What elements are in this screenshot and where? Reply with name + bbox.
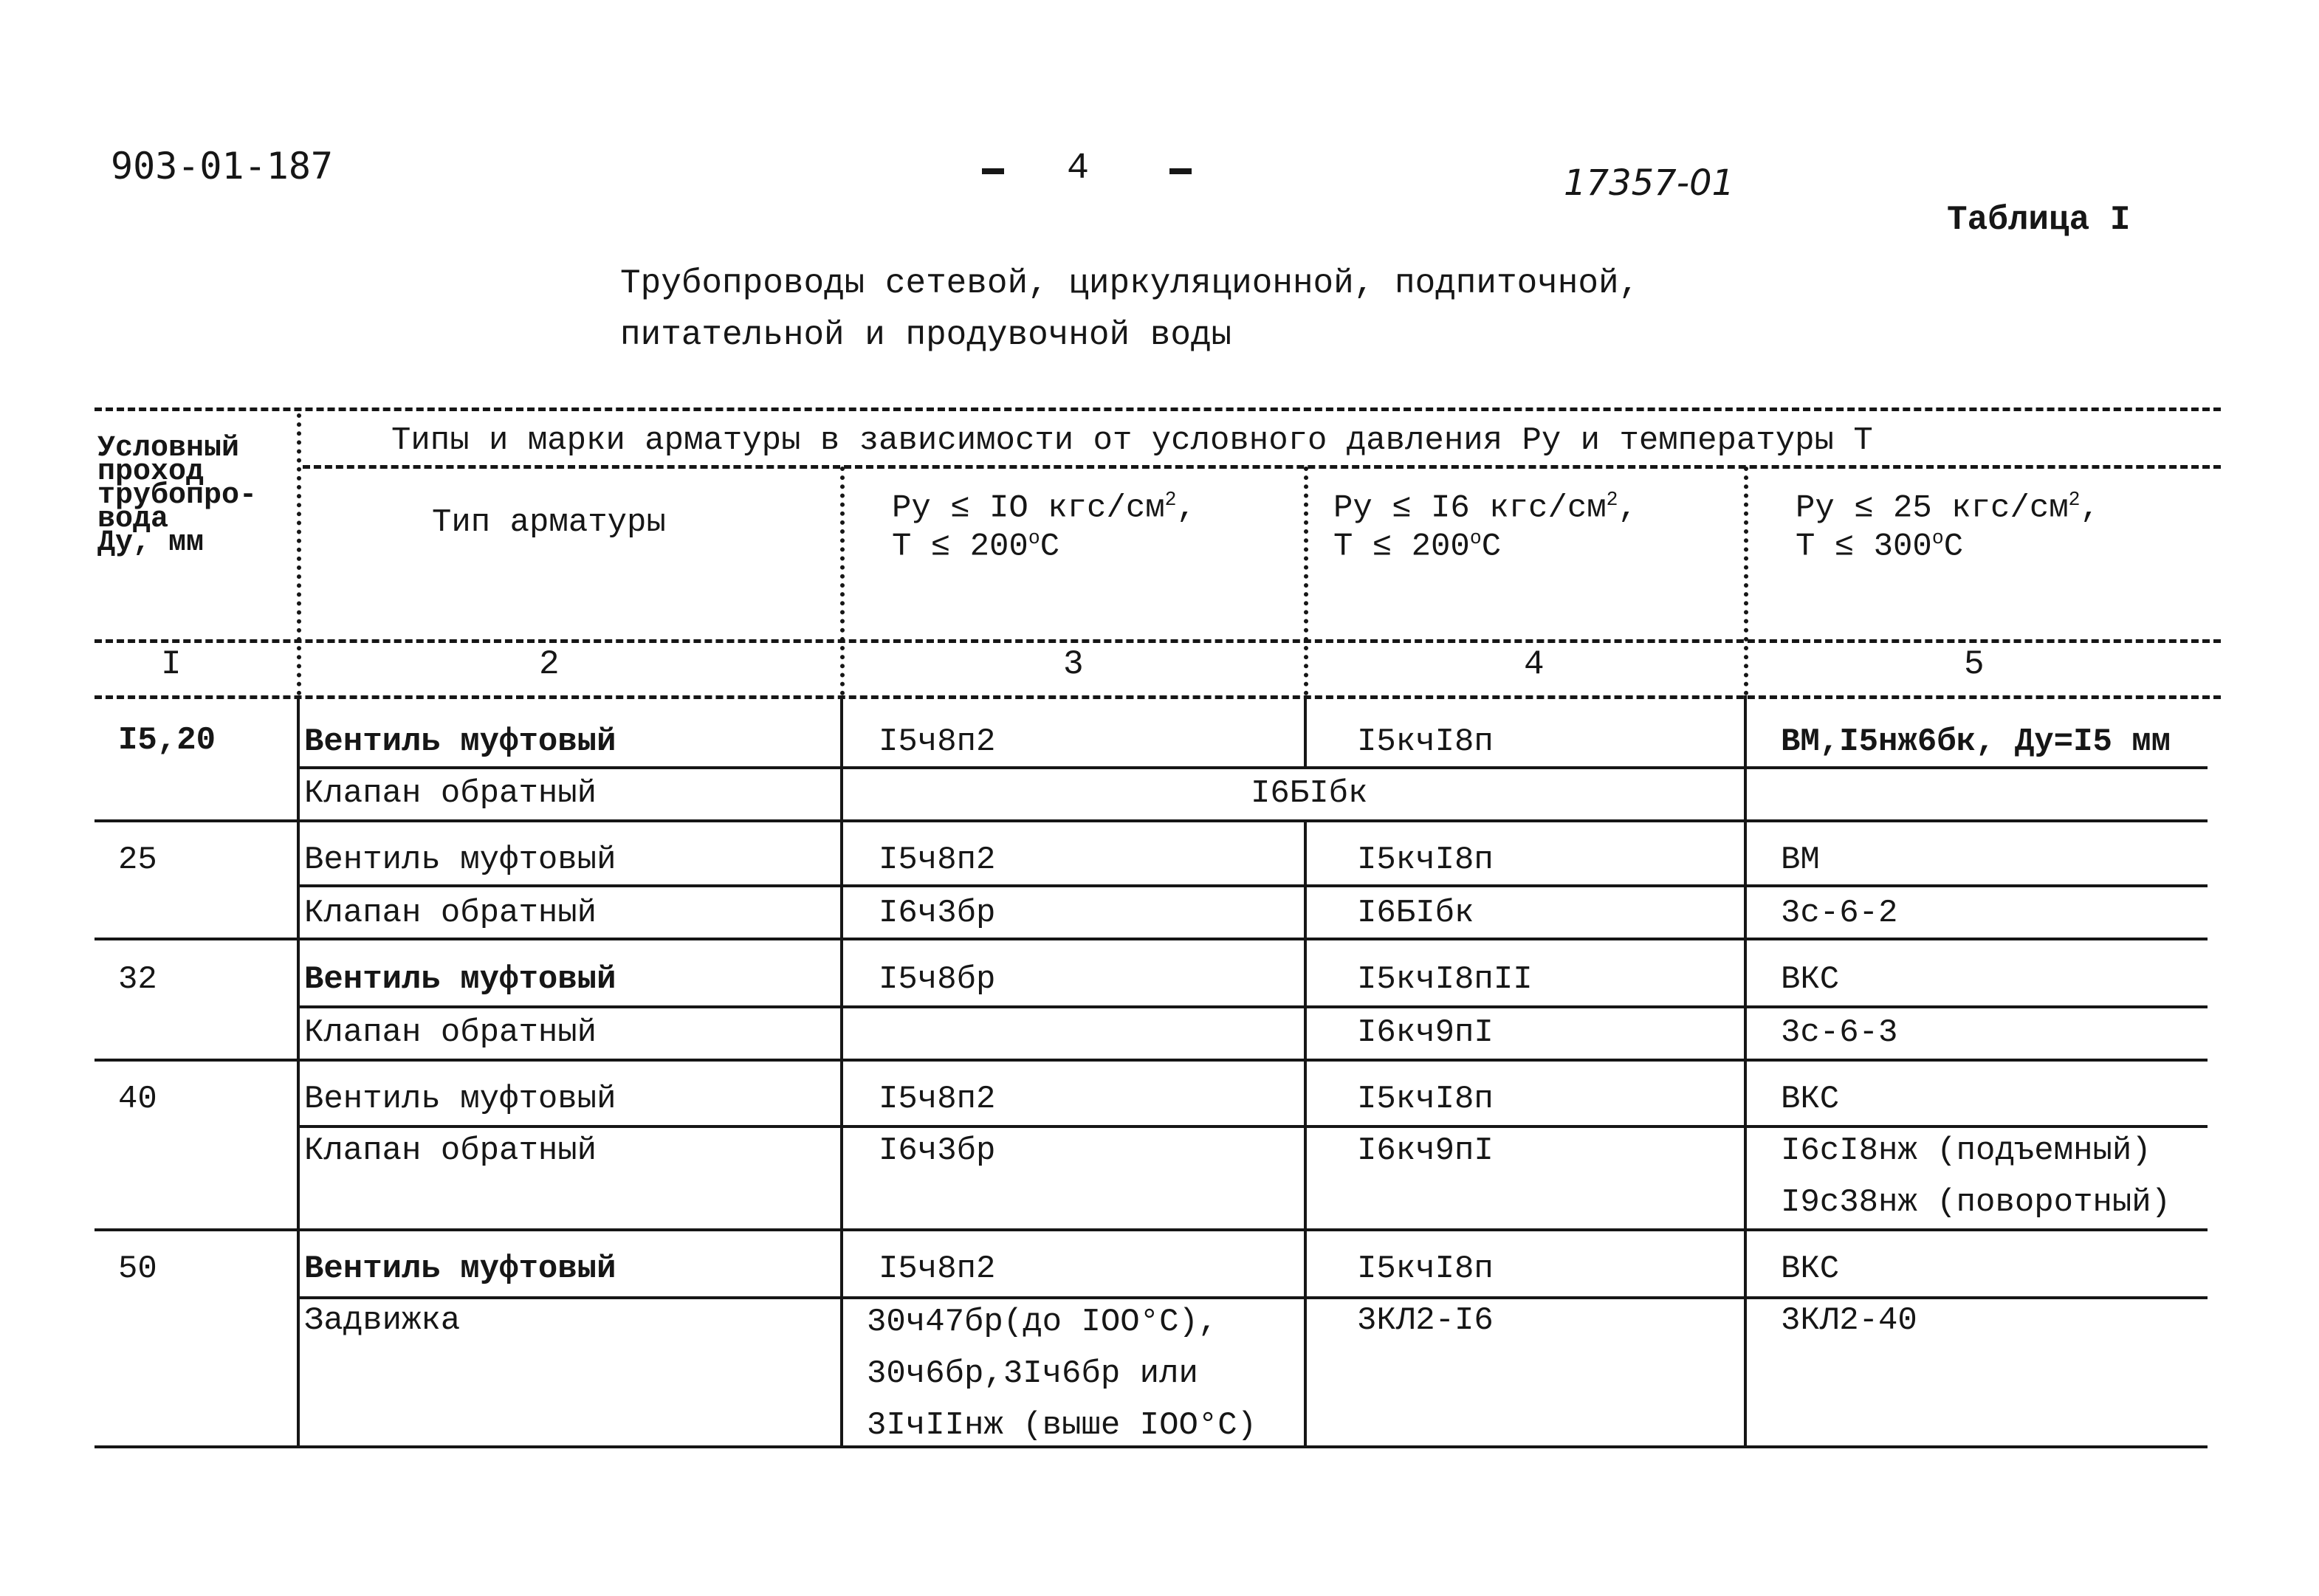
row-line [297, 766, 2208, 769]
valve-type: Клапан обратный [304, 1132, 597, 1169]
col4-header-temperature: $Т \le 200^oC$ [1333, 526, 1502, 565]
valve-type: Вентиль муфтовый [304, 1251, 616, 1287]
du-value: 50 [118, 1251, 157, 1287]
col5-header-pressure: Ру ≤ 25 кгс/$см^2$, [1796, 489, 2100, 527]
col1-header-line: проход [97, 455, 205, 489]
valve-mark-col3: I6ч3бр [879, 895, 996, 932]
valve-mark-col4: I6БIбк [1357, 895, 1474, 932]
table-title-line1: Трубопроводы сетевой, циркуляционной, подпиточной, [620, 264, 1640, 303]
valve-mark-col4: I6кч9пI [1357, 1014, 1494, 1051]
header-col1-separator [297, 413, 301, 695]
valve-mark-col3: I5ч8бр [879, 961, 996, 998]
du-value: 40 [118, 1081, 157, 1118]
valve-mark-col3: I5ч8п2 [879, 1081, 996, 1118]
page-number-dash-left [982, 168, 1004, 174]
col-number: 2 [539, 645, 560, 684]
valve-type: Клапан обратный [304, 1014, 597, 1051]
group-line [95, 1059, 2208, 1062]
valve-type: Вентиль муфтовый [304, 842, 616, 878]
col1-header-line: вода [97, 503, 169, 536]
col2-header: Тип арматуры [432, 504, 666, 541]
valve-mark-col5: ВМ,I5нж6бк, Ду=I5 мм [1781, 723, 2171, 760]
valve-mark-col5: ВМ [1781, 842, 1820, 878]
col3-header-pressure: Ру ≤ IO кгс/$см^2$, [892, 489, 1196, 527]
valve-mark-col4: I6кч9пI [1357, 1132, 1494, 1169]
col3-header-temperature: $Т \le 200^oC$ [892, 526, 1060, 565]
table-label: Таблица I [1947, 201, 2131, 239]
header-col4-separator [1744, 467, 1748, 695]
valve-mark-col4: I5кчI8пII [1357, 961, 1533, 998]
col1-header-line: Условный [97, 432, 240, 465]
numbers-bottom-dashed-line [95, 695, 2221, 699]
page-number-dash-right [1169, 168, 1192, 174]
valve-type: Клапан обратный [304, 775, 597, 812]
row-line [297, 884, 2208, 887]
valve-mark-col5: 3КЛ2-40 [1781, 1302, 1917, 1339]
valve-type: Вентиль муфтовый [304, 723, 616, 760]
valve-mark-col3: I6ч3бр [879, 1132, 996, 1169]
body-col3-separator-top [1304, 695, 1307, 766]
du-value: 32 [118, 961, 157, 998]
row-line [297, 1005, 2208, 1008]
valve-type: Клапан обратный [304, 895, 597, 932]
group-header-underline [303, 465, 2221, 469]
valve-type: Задвижка [304, 1302, 461, 1339]
page-number: 4 [1067, 148, 1090, 190]
body-col4-separator [1744, 695, 1747, 1445]
header-col3-separator [1304, 467, 1308, 695]
header-col2-separator [840, 467, 845, 695]
group-header: Типы и марки арматуры в зависимости от условного давления Ру и температуры Т [391, 422, 1873, 459]
valve-mark-col5: ВКС [1781, 1251, 1840, 1287]
col1-header-line: трубопро- [97, 479, 258, 512]
body-col3-separator-rest [1304, 819, 1307, 1445]
handwritten-number: 17357-01 [1564, 162, 1735, 204]
valve-mark-col4: I5кчI8п [1357, 1251, 1494, 1287]
group-line [95, 819, 2208, 822]
du-value: I5,20 [118, 722, 216, 759]
valve-mark-col4: 3КЛ2-I6 [1357, 1302, 1494, 1339]
col5-header [1796, 489, 2100, 565]
col-number: I [161, 645, 182, 684]
col5-header-temperature: $Т \le 300^oC$ [1796, 526, 1964, 565]
valve-mark-col4: I5кчI8п [1357, 842, 1494, 878]
col4-header [1333, 489, 1638, 565]
col-number: 4 [1524, 645, 1545, 684]
group-line [95, 1228, 2208, 1231]
document-code: 903-01-187 [111, 145, 334, 188]
valve-type: Вентиль муфтовый [304, 961, 616, 998]
valve-mark-col5: 3с-6-2 [1781, 895, 1898, 932]
body-col2-separator [840, 695, 843, 1445]
valve-type: Вентиль муфтовый [304, 1081, 616, 1118]
valve-mark-col5: ВКС [1781, 961, 1840, 998]
body-col1-separator [297, 695, 300, 1445]
header-top-dashed-line [95, 407, 2221, 411]
valve-mark-col3-4-merged: I6БIбк [1251, 775, 1368, 812]
col3-header [892, 489, 1196, 565]
group-line [95, 938, 2208, 940]
valve-mark-col5: I6сI8нж (подъемный) I9с38нж (поворотный) [1781, 1132, 2171, 1221]
valve-mark-col3: I5ч8п2 [879, 1251, 996, 1287]
valve-mark-col3: I5ч8п2 [879, 723, 996, 760]
col1-header-line: Ду, мм [97, 526, 205, 560]
valve-mark-col3: I5ч8п2 [879, 842, 996, 878]
header-bottom-dashed-line [95, 639, 2221, 643]
valve-mark-col5: 3с-6-3 [1781, 1014, 1898, 1051]
col1-header [97, 432, 258, 560]
table-title-line2: питательной и продувочной воды [620, 316, 1232, 354]
valve-mark-col3: 30ч47бр(до IOO°C), 30ч6бр,3Iч6бр или 3IчIIнж (выше IOO°C) [867, 1304, 1257, 1444]
valve-mark-col4: I5кчI8п [1357, 1081, 1494, 1118]
col4-header-pressure: Ру ≤ I6 кгс/$см^2$, [1333, 489, 1638, 527]
valve-mark-col4: I5кчI8п [1357, 723, 1494, 760]
col-number: 5 [1964, 645, 1985, 684]
du-value: 25 [118, 842, 157, 878]
valve-mark-col5: ВКС [1781, 1081, 1840, 1118]
col-number: 3 [1063, 645, 1084, 684]
